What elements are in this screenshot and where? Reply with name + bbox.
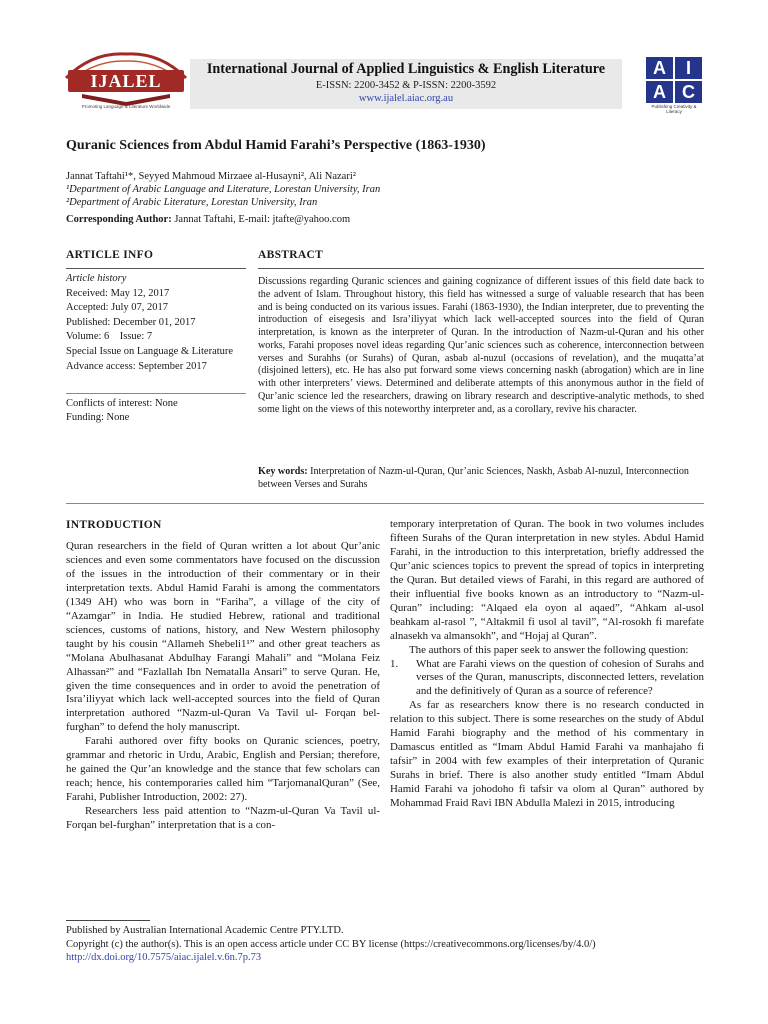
volume-issue: Volume: 6 Issue: 7 (66, 331, 153, 343)
aiac-letter-a1: A (646, 57, 673, 79)
intro-paragraph-3-continued: temporary interpretation of Quran. The book in two volumes includes fifteen Surahs of the Quran interpretation in new styles. Abdul Hamid Farahi, in the introduction to this interpretation, briefly addressed the Qur’anic sciences topics to prevent the spread of topics in interpreting the Quran. But detailed views of Farahi, in this regard are authored of their influential five books known as an introductory to “Nazm-ul-Quran” including: “Alqaed ela oyon al aqaed”, “Ahkam al-usol beahkam al-rasol ”, “Altakmil fi usol al tavil”, “Al-rosokh fi marefate alnasekh va almansokh”, and “Hojaj al Quran”. (390, 518, 704, 642)
aiac-logo (644, 57, 704, 114)
affiliation-2: ²Department of Arabic Literature, Lorestan University, Iran (66, 197, 318, 208)
paper-title: Quranic Sciences from Abdul Hamid Farahi’s Perspective (1863-1930) (66, 138, 486, 153)
copyright-line: Copyright (c) the author(s). This is an open access article under CC BY license (https://creativecommons.org/licenses/by/4.0/) (66, 938, 596, 950)
ijalel-logo-tagline: Promoting Language & Literature Worldwide (81, 104, 171, 109)
keywords (258, 466, 704, 492)
publisher-line: Published by Australian International Academic Centre PTY.LTD. (66, 925, 344, 936)
article-declarations (66, 397, 248, 425)
corresponding-author-label: Corresponding Author: (66, 214, 172, 225)
publication-footer (66, 924, 706, 965)
corresponding-author-text: Jannat Taftahi, E-mail: jtafte@yahoo.com (171, 214, 351, 225)
research-question-1 (390, 658, 704, 700)
keywords-text: Interpretation of Nazm-ul-Quran, Qur’anic Sciences, Naskh, Asbab Al-nuzul, Interconnection between Verses and Surahs (258, 466, 689, 490)
doi-link[interactable]: http://dx.doi.org/10.7575/aiac.ijalel.v.6n.7p.73 (66, 952, 262, 964)
intro-paragraph-2: Farahi authored over fifty books on Quranic sciences, poetry, grammar and rhetoric in Urdu, Arabic, English and Persian; therefore, he gained the Qur’an knowledge and the stance that few scholars can reach; hence, his contemporaries called him “TarjomanalQuran” (See, Farahi, Publisher Introduction, 2002: 27). (66, 735, 380, 804)
affiliation-1: ¹Department of Arabic Language and Literature, Lorestan University, Iran (66, 184, 381, 195)
published-date: Published: December 01, 2017 (66, 316, 196, 328)
intro-paragraph-4: The authors of this paper seek to answer the following question: (409, 643, 689, 656)
keywords-label: Key words: (258, 466, 308, 477)
author-list: Jannat Taftahi¹*, Seyyed Mahmoud Mirzaee al-Husayni², Ali Nazari² (66, 171, 356, 182)
intro-paragraph-3: Researchers less paid attention to “Nazm-ul-Quran Va Tavil ul- Forqan bel-furghan” interpretation that is a con- (66, 805, 380, 832)
abstract-heading: ABSTRACT (258, 249, 324, 261)
corresponding-author (66, 214, 350, 225)
journal-title: International Journal of Applied Linguistics & English Literature (206, 61, 606, 77)
research-question-text: What are Farahi views on the question of cohesion of Surahs and verses of the Quran, manuscripts, disconnected letters, revelation and the definitively of Quran as a source of reference? (416, 657, 704, 698)
introduction-heading: INTRODUCTION (66, 519, 162, 531)
intro-paragraph-1: Quran researchers in the field of Quran written a lot about Qur’anic sciences and even some commentators have focused on the discussion of the issues in the introduction of their commentary or in their interpretation texts. Abdul Hamid Farahi is among the commentators (1349 AH) who was born in “Fariha”, a village of the city of “Azamgar” in India. He studied Hebrew, rational and traditional sciences, customs of nations, history, and New Western philosophy taught by his cousin “Allameh Shebeli1¹” and other great teachers as “Molana Abulhasanat Abdulhay Farangi Mahali” and “Molana Feiz Alhassan²” and “Fazlallah Ibn Nematalla Ansari” to serve Quran. He, given the time consequences and in order to avoid the penetration of Isra’iliyyat which lack well-accepted sources into the field of Quran interpretation authored “Nazm-ul-Quran Va Tavil ul- Forqan bel-furghan” to defend the holy manuscript. (66, 540, 380, 734)
journal-issn: E-ISSN: 2200-3452 & P-ISSN: 2200-3592 (315, 80, 497, 91)
article-history (66, 272, 248, 374)
advance-access: Advance access: September 2017 (66, 360, 207, 372)
aiac-letter-i: I (675, 57, 702, 79)
body-column-right (390, 518, 704, 811)
accepted-date: Accepted: July 07, 2017 (66, 302, 169, 314)
abstract-rule (258, 268, 704, 269)
received-date: Received: May 12, 2017 (66, 287, 170, 299)
special-issue: Special Issue on Language & Literature (66, 345, 234, 357)
article-info-rule (66, 268, 246, 269)
header-bottom-rule (66, 503, 704, 504)
intro-paragraph-5: As far as researchers know there is no research conducted in relation to this subject. There is some researches on the study of Abdul Hamid Farahi biography and the method of his commentary in Damascus entitled as “Imam Abdul Hamid Farahi va manhajaho fi tafsir” in 2004 with few examples of their interpretation of Quranic Surahs in brief. There is also another study entitled “Imam Abdul Hamid Farahi va johodoho fi tafsir va olom al Quran” authored by Mohammad Fraid Ravi IBN Abdulla Malezi in 2015, introducing (390, 699, 704, 810)
aiac-logo-tagline: Publishing Creativity & Literacy (651, 104, 697, 114)
ijalel-logo (62, 48, 190, 110)
aiac-letter-c: C (675, 81, 702, 103)
article-history-label: Article history (66, 273, 127, 284)
research-question-number: 1. (390, 657, 399, 670)
article-info-divider (66, 393, 246, 394)
body-column-left (66, 540, 380, 833)
funding: Funding: None (66, 412, 130, 423)
aiac-letter-a2: A (646, 81, 673, 103)
journal-website-link[interactable]: www.ijalel.aiac.org.au (358, 93, 454, 104)
footnote-rule (66, 920, 150, 921)
article-info-heading: ARTICLE INFO (66, 249, 154, 261)
conflicts-of-interest: Conflicts of interest: None (66, 398, 178, 409)
abstract-text: Discussions regarding Quranic sciences and gaining cognizance of different issues of this field date back to the advent of Islam. Throughout history, this field has witnessed a surge of valuable research that has been and is being conducted on its various issues. Farahi (1863-1930), the Indian interpreter, due to preventing the introduction of eisegesis and Isra’iliyyat which lack well-accepted sources into the field of Quran interpretation, is known as the interpreter of Quran. In the introduction of Nazm-ul-Quran and his other works, Farahi proposes novel ideas regarding Qur’anic sciences such as coherence, interconnection between verses and Surahhs (or Surahs) of Quran, asbab al-nuzul (occasions of revelation), and the muqatta’at (disjoined letters), etc. He has also put forward some views concerning naskh (abrogation) which are in line with other interpreters’ views. Determined and deliberate attempts of this anonymous author in the field of Qur’anic science led the researchers, drawing on library research and descriptive-analytic methods, to shed some light on the views of this noteworthy interpreter and, as a corollary, revive his character. (258, 276, 704, 415)
ijalel-logo-text: IJALEL (90, 71, 162, 91)
